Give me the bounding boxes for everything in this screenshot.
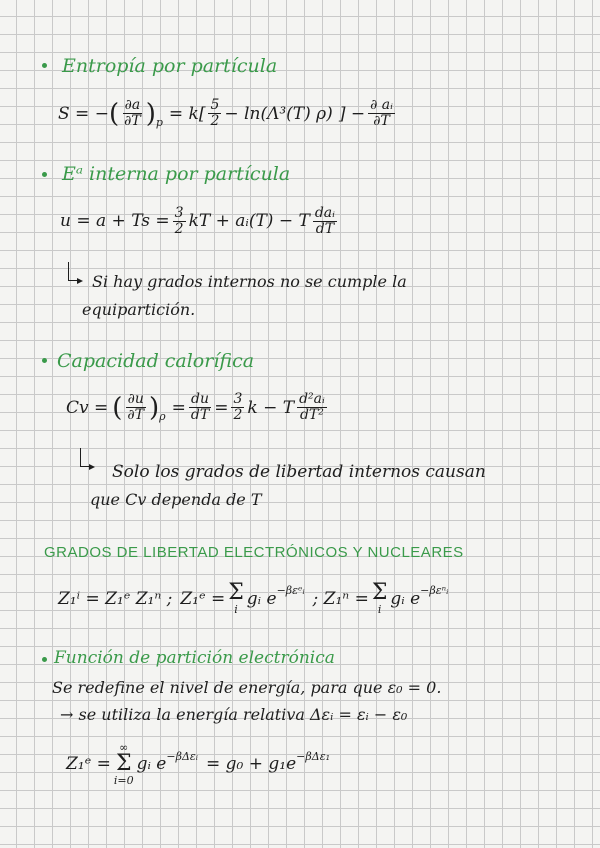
equation-heat-capacity: Cv = ( $\frac{\partial u}{\partial T}$ ) $_\rho$ = $\frac{du}{dT}$ = $\frac{3}{2}$ k − T $\frac{\text{d²aᵢ}}{\text{dT²}}$ — [66, 391, 325, 423]
bullet-3 — [42, 358, 47, 363]
heading-funcion-particion: Función de partición electrónica — [54, 648, 335, 668]
text-redefine-nivel: Se redefine el nivel de energía, para que ε₀ = 0. — [52, 678, 442, 697]
sum-symbol: Σ i — [371, 580, 388, 616]
bullet-1 — [42, 63, 47, 68]
heading-capacidad: Capacidad calorífica — [57, 350, 255, 372]
arrow-icon — [80, 448, 90, 467]
equation-partition-factorization: Z₁ⁱ = Z₁ᵉ Z₁ⁿ ; Z₁ᵉ = Σ i gᵢ e $^{-\beta\varepsilon ᵉᵢ}$ ; Z₁ⁿ = Σ i gᵢ e $^{-\beta\varepsilon^nᵢ}$ — [58, 580, 449, 616]
fraction-dai-dt: $\frac{\text{∂ aᵢ}}{\partial T}$ — [370, 97, 393, 129]
fraction-dai-dT: $\frac{\text{daᵢ}}{dT}$ — [314, 205, 335, 237]
fraction-da-dt: $\frac{\partial a}{\partial T}$ — [124, 97, 141, 129]
sum-symbol: ∞ Σ i=0 — [113, 741, 134, 787]
arrow-icon — [68, 262, 78, 281]
sum-symbol: Σ i — [228, 580, 244, 616]
note-equiparticion-2: equipartición. — [82, 300, 196, 319]
bullet-4 — [42, 657, 47, 662]
note-equiparticion-1: Si hay grados internos no se cumple la — [92, 272, 407, 291]
equation-entropy: S = − ( $\frac{\partial a}{\partial T}$ ) $_p$ = k[ $\frac{5}{2}$ − ln(Λ³(T) ρ) ] − $\frac{\text{∂ aᵢ}}{\partial T}$ — [58, 97, 393, 129]
note-cv-1: Solo los grados de libertad internos causan — [112, 462, 486, 482]
fraction-5-2: $\frac{5}{2}$ — [210, 97, 220, 129]
fraction-du-dT-partial: $\frac{\partial u}{\partial T}$ — [127, 391, 144, 423]
heading-entropia: Entropía por partícula — [62, 55, 278, 77]
fraction-d2ai-dT2: $\frac{\text{d²aᵢ}}{\text{dT²}}$ — [299, 391, 325, 423]
fraction-3-2: $\frac{3}{2}$ — [174, 205, 184, 237]
note-cv-2: que Cv dependa de T — [90, 490, 262, 509]
text-energia-relativa: → se utiliza la energía relativa Δεᵢ = εᵢ − ε₀ — [60, 705, 408, 724]
heading-grados-libertad: GRADOS DE LIBERTAD ELECTRÓNICOS Y NUCLEARES — [44, 544, 464, 561]
fraction-du-dT: $\frac{du}{dT}$ — [190, 391, 210, 423]
heading-energia-interna: Eᵃ interna por partícula — [62, 163, 291, 185]
fraction-3-2-b: $\frac{3}{2}$ — [233, 391, 243, 423]
equation-electronic-partition: Z₁ᵉ = ∞ Σ i=0 gᵢ e $^{-\beta\Delta\varepsilon ᵢ}$ = g₀ + g₁e $^{-\beta\Delta\varepsilon_1}$ — [66, 741, 331, 787]
equation-internal-energy: u = a + Ts = $\frac{3}{2}$ kT + aᵢ(T) − T $\frac{\text{daᵢ}}{dT}$ — [60, 205, 335, 237]
bullet-2 — [42, 172, 47, 177]
